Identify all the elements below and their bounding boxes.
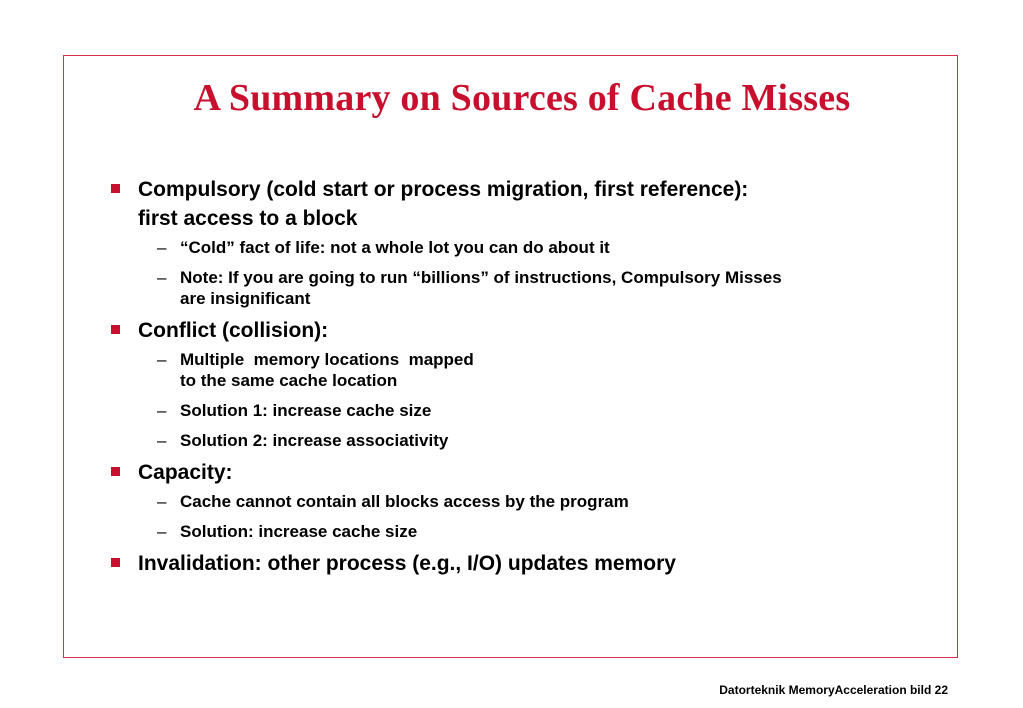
dash-icon: – (157, 350, 167, 369)
dash-icon: – (157, 492, 167, 511)
dash-icon: – (157, 401, 167, 420)
sub-bullet-text: Multiple memory locations mapped (180, 350, 474, 369)
square-bullet-icon (111, 184, 120, 193)
bullet-list (108, 175, 938, 578)
bullet-capacity (108, 458, 938, 542)
sub-bullet (138, 521, 938, 542)
sub-bullet-text: Solution 2: increase associativity (180, 431, 449, 450)
dash-icon: – (157, 238, 167, 257)
bullet-compulsory (108, 175, 938, 309)
sub-bullet-text: to the same cache location (180, 371, 398, 390)
bullet-conflict (108, 316, 938, 451)
sub-bullet-text: “Cold” fact of life: not a whole lot you can do about it (180, 238, 610, 257)
sub-bullet (138, 237, 938, 258)
slide-title: A Summary on Sources of Cache Misses (193, 77, 851, 119)
bullet-invalidation (108, 549, 938, 578)
sub-bullet-list (138, 237, 938, 309)
square-bullet-icon (111, 558, 120, 567)
bullet-text: Invalidation: other process (e.g., I/O) updates memory (138, 552, 676, 575)
dash-icon: – (157, 431, 167, 450)
sub-bullet (138, 400, 938, 421)
sub-bullet (138, 267, 938, 309)
dash-icon: – (157, 268, 167, 287)
bullet-text: Conflict (collision): (138, 319, 329, 342)
sub-bullet-text: Solution: increase cache size (180, 522, 418, 541)
dash-icon: – (157, 522, 167, 541)
sub-bullet-text: Solution 1: increase cache size (180, 401, 432, 420)
square-bullet-icon (111, 467, 120, 476)
sub-bullet-text: Note: If you are going to run “billions” of instructions, Compulsory Misses (180, 268, 782, 287)
sub-bullet-list (138, 491, 938, 542)
sub-bullet-text: are insignificant (180, 289, 311, 308)
slide-footer: Datorteknik MemoryAcceleration bild 22 (719, 683, 948, 697)
sub-bullet (138, 491, 938, 512)
sub-bullet-text: Cache cannot contain all blocks access by the program (180, 492, 629, 511)
bullet-text: first access to a block (138, 207, 358, 230)
square-bullet-icon (111, 325, 120, 334)
bullet-text: Capacity: (138, 461, 233, 484)
sub-bullet-list (138, 349, 938, 451)
bullet-text: Compulsory (cold start or process migration, first reference): (138, 178, 749, 201)
sub-bullet (138, 349, 938, 391)
sub-bullet (138, 430, 938, 451)
